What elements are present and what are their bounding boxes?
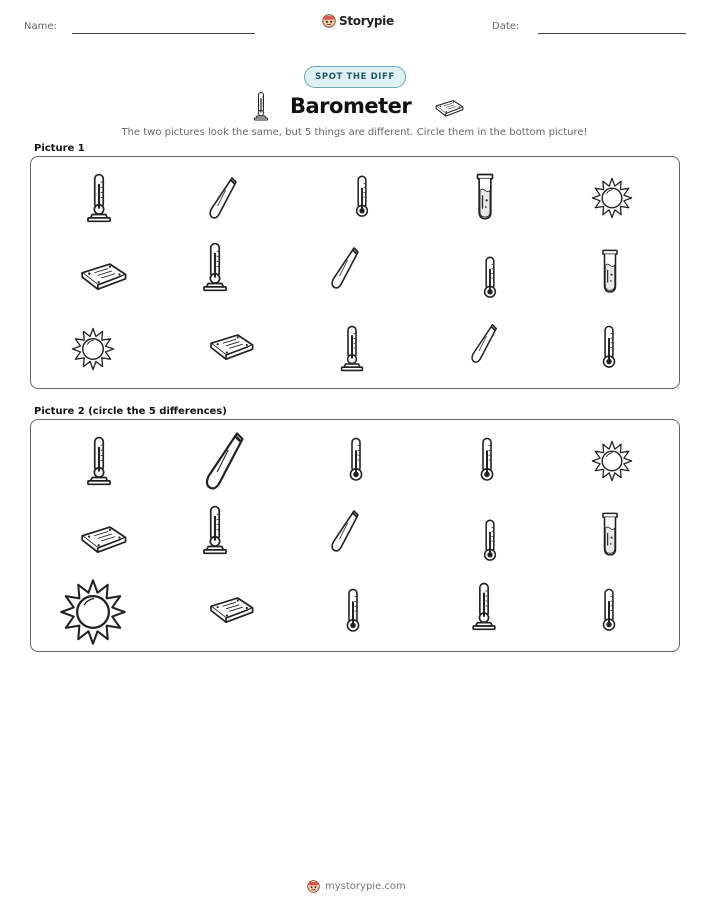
date-label: Date: <box>492 21 520 32</box>
thermometer-icon[interactable] <box>475 436 499 484</box>
footer-url[interactable]: mystorypie.com <box>325 881 406 892</box>
filled-test-tube-icon[interactable] <box>598 511 622 558</box>
name-label: Name: <box>24 21 57 32</box>
plate-icon <box>433 96 465 118</box>
thermometer-icon <box>478 255 502 301</box>
sun-icon <box>71 327 115 371</box>
thermometer-icon[interactable] <box>344 436 368 484</box>
name-line[interactable] <box>72 33 255 34</box>
sun-icon[interactable] <box>59 578 127 646</box>
test-tube-icon[interactable] <box>197 428 255 494</box>
picture-1-panel <box>30 156 680 389</box>
sun-icon <box>591 177 633 219</box>
footer <box>307 880 406 893</box>
barometer-stand-icon <box>82 172 116 223</box>
plate-icon <box>77 257 129 292</box>
thermometer-icon[interactable] <box>478 518 502 564</box>
thermometer-icon[interactable] <box>597 587 621 634</box>
test-tube-icon <box>325 244 367 292</box>
filled-test-tube-icon <box>472 172 498 222</box>
picture-1-label: Picture 1 <box>34 143 85 154</box>
storypie-logo-icon <box>307 880 320 893</box>
instructions: The two pictures look the same, but 5 things are different. Circle them in the bottom picture! <box>121 127 588 138</box>
test-tube-icon[interactable] <box>325 507 367 555</box>
test-tube-icon <box>204 174 244 222</box>
plate-icon[interactable] <box>77 520 129 555</box>
brand <box>322 14 394 28</box>
thermometer-icon[interactable] <box>341 587 365 635</box>
plate-icon <box>206 328 256 362</box>
sun-icon[interactable] <box>591 440 633 482</box>
thermometer-icon <box>350 174 374 220</box>
barometer-stand-icon[interactable] <box>467 581 501 631</box>
barometer-stand-icon <box>336 324 368 372</box>
brand-name: Storypie <box>339 14 394 28</box>
filled-test-tube-icon <box>598 248 622 295</box>
thermometer-icon <box>597 324 621 371</box>
barometer-stand-icon[interactable] <box>198 504 232 555</box>
picture-2-panel <box>30 419 680 652</box>
test-tube-icon <box>465 321 505 366</box>
barometer-stand-icon <box>198 241 232 292</box>
barometer-stand-icon <box>251 91 271 121</box>
page-title: Barometer <box>290 94 412 118</box>
picture-2-label: Picture 2 (circle the 5 differences) <box>34 406 227 417</box>
barometer-stand-icon[interactable] <box>82 435 116 486</box>
date-line[interactable] <box>538 33 686 34</box>
storypie-logo-icon <box>322 14 336 28</box>
plate-icon[interactable] <box>206 591 256 625</box>
spot-the-diff-badge: SPOT THE DIFF <box>304 66 406 88</box>
